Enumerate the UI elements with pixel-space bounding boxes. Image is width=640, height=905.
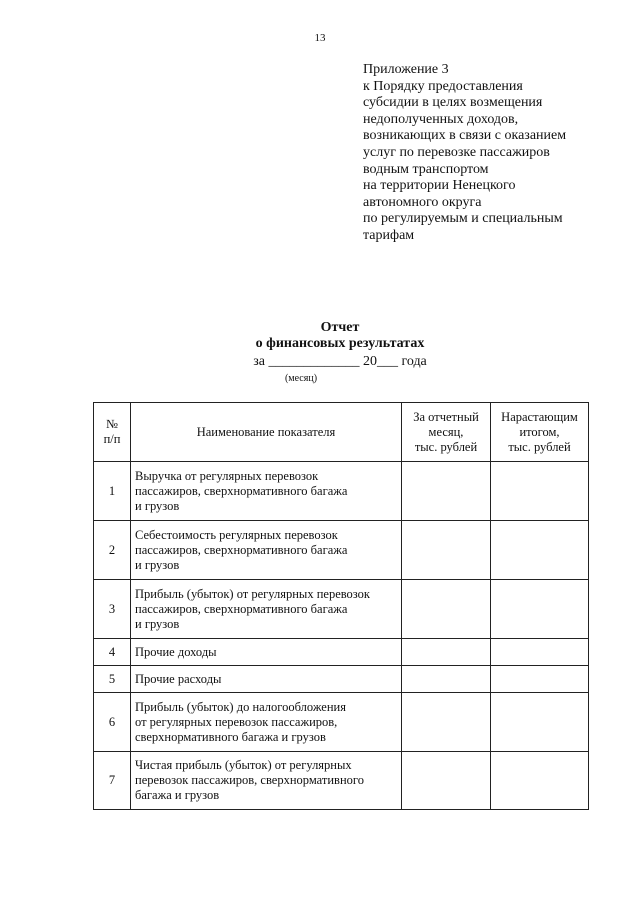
row-number: 4: [94, 639, 131, 666]
indicator-name-line: Прибыль (убыток) до налогообложения: [135, 699, 346, 714]
row-indicator-name: [131, 666, 402, 693]
report-subtitle: о финансовых результатах: [255, 336, 425, 351]
appendix-line: автономного округа: [363, 194, 482, 210]
indicator-name-line: багажа и грузов: [135, 788, 220, 802]
row-number: 2: [94, 521, 131, 580]
header-num-line: п/п: [103, 432, 121, 446]
indicator-name-line: и грузов: [135, 616, 180, 631]
appendix-line: тарифам: [363, 227, 415, 243]
report-title: Отчет: [320, 320, 360, 335]
appendix-line: Приложение 3: [363, 62, 449, 77]
header-month: [402, 403, 491, 462]
row-number: 5: [94, 666, 131, 693]
header-num-line: №: [106, 417, 118, 431]
row-indicator-name: [131, 462, 402, 521]
period-caption: (месяц): [284, 373, 318, 384]
page-number: 13: [314, 32, 326, 44]
indicator-name-line: Прочие расходы: [135, 671, 222, 686]
table-row: [94, 752, 589, 810]
table-row: [94, 639, 589, 666]
table-row: [94, 693, 589, 752]
cell-month-value: [402, 462, 491, 521]
header-month-line: За отчетный: [413, 409, 479, 424]
cell-cumulative-value: [491, 752, 589, 810]
table-row: [94, 462, 589, 521]
indicator-name-line: и грузов: [135, 557, 180, 572]
header-cumulative-line: тыс. рублей: [508, 439, 571, 454]
header-cumulative: [491, 403, 589, 462]
indicator-name-line: от регулярных перевозок пассажиров,: [135, 714, 338, 729]
row-indicator-name: [131, 521, 402, 580]
cell-month-value: [402, 693, 491, 752]
header-month-line: месяц,: [428, 424, 464, 439]
appendix-line: услуг по перевозке пассажиров: [363, 144, 550, 160]
cell-cumulative-value: [491, 693, 589, 752]
cell-month-value: [402, 521, 491, 580]
table-row: [94, 666, 589, 693]
header-num: [94, 403, 131, 462]
indicator-name-line: пассажиров, сверхнормативного багажа: [135, 483, 348, 498]
appendix-line: недополученных доходов,: [363, 111, 519, 127]
indicator-name-line: Прочие доходы: [135, 644, 217, 659]
row-number: 1: [94, 462, 131, 521]
header-month-line: тыс. рублей: [414, 439, 478, 454]
appendix-line: по регулируемым и специальным: [363, 211, 563, 227]
appendix-line: к Порядку предоставления: [363, 78, 523, 94]
indicator-name-line: пассажиров, сверхнормативного багажа: [135, 601, 348, 616]
row-number: 3: [94, 580, 131, 639]
row-number: 6: [94, 693, 131, 752]
row-indicator-name: [131, 693, 402, 752]
table-row: [94, 580, 589, 639]
appendix-line: возникающих в связи с оказанием: [363, 128, 567, 144]
indicator-name-line: Себестоимость регулярных перевозок: [135, 527, 338, 542]
cell-month-value: [402, 752, 491, 810]
indicator-name-line: пассажиров, сверхнормативного багажа: [135, 542, 348, 557]
appendix-line: субсидии в целях возмещения: [363, 95, 543, 111]
cell-cumulative-value: [491, 639, 589, 666]
cell-cumulative-value: [491, 462, 589, 521]
cell-month-value: [402, 639, 491, 666]
cell-cumulative-value: [491, 521, 589, 580]
indicator-name-line: Прибыль (убыток) от регулярных перевозок: [135, 586, 370, 601]
indicator-name-line: Выручка от регулярных перевозок: [135, 468, 319, 483]
row-indicator-name: [131, 752, 402, 810]
table-row: [94, 521, 589, 580]
table-header-row: [94, 403, 589, 462]
row-number: 7: [94, 752, 131, 810]
appendix-block: [363, 62, 623, 245]
appendix-line: на территории Ненецкого: [363, 178, 516, 194]
financial-results-table: [93, 402, 589, 810]
cell-cumulative-value: [491, 666, 589, 693]
report-period: за _____________ 20___ года: [253, 354, 427, 369]
indicator-name-line: и грузов: [135, 498, 180, 513]
indicator-name-line: перевозок пассажиров, сверхнормативного: [135, 773, 364, 787]
appendix-line: водным транспортом: [363, 161, 489, 177]
indicator-name-line: сверхнормативного багажа и грузов: [135, 729, 326, 744]
header-name: Наименование показателя: [131, 403, 402, 462]
indicator-name-line: Чистая прибыль (убыток) от регулярных: [135, 758, 352, 772]
header-cumulative-line: Нарастающим: [501, 409, 578, 424]
cell-month-value: [402, 580, 491, 639]
header-cumulative-line: итогом,: [519, 424, 560, 439]
cell-month-value: [402, 666, 491, 693]
row-indicator-name: [131, 639, 402, 666]
cell-cumulative-value: [491, 580, 589, 639]
row-indicator-name: [131, 580, 402, 639]
